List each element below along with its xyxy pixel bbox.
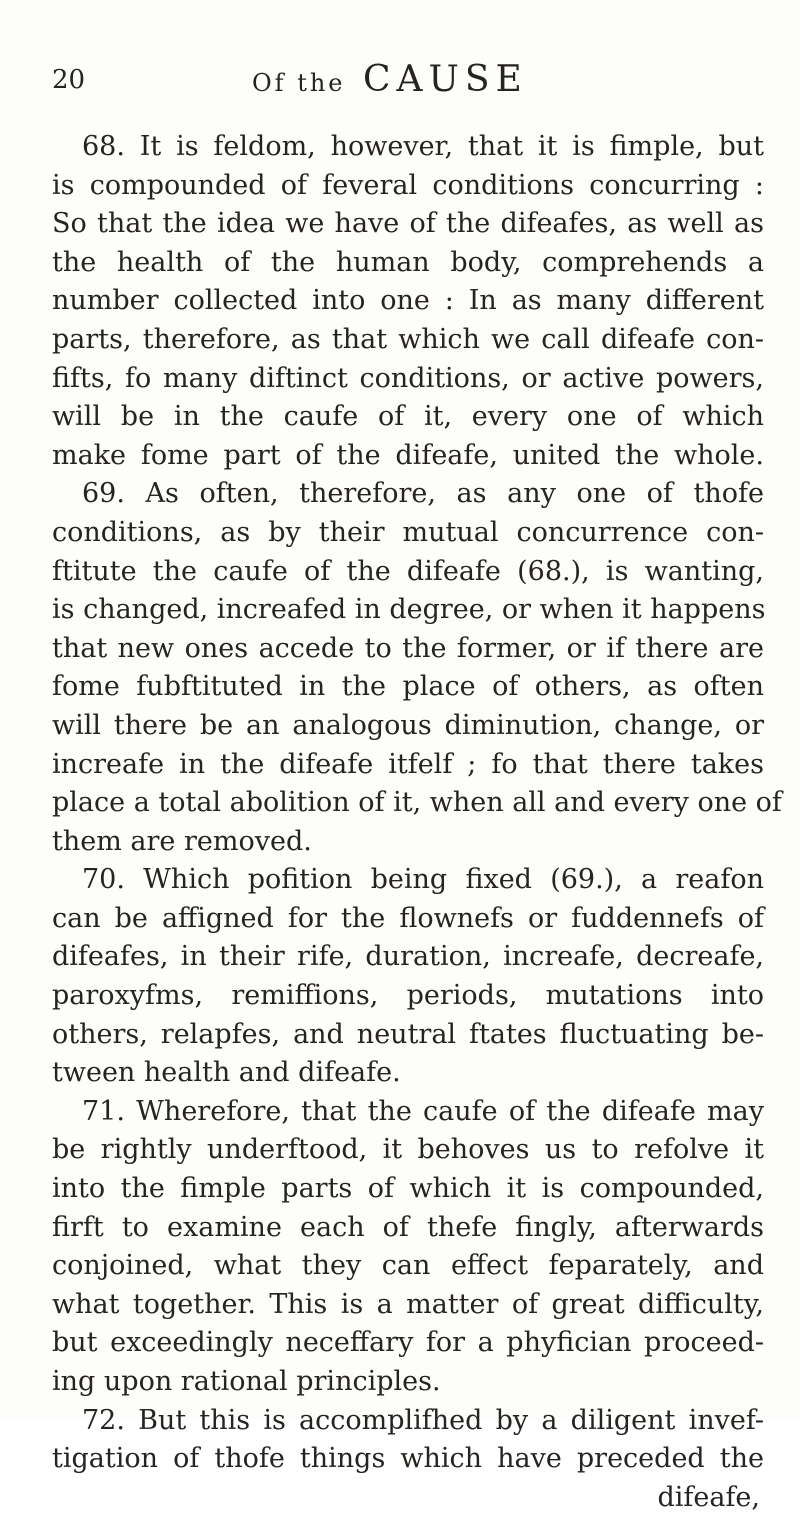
text-line: 70. Which pofition being fixed (69.), a reafon: [82, 864, 764, 896]
catchword-text: difeafe,: [657, 1481, 760, 1513]
text-line: paroxyfms, remiffions, periods, mutations into: [52, 980, 764, 1012]
text-line: make fome part of the difeafe, united the whole.: [52, 439, 764, 471]
text-line: 69. As often, therefore, as any one of thofe: [82, 478, 764, 510]
catchword: [52, 1479, 764, 1517]
text-line: tween health and difeafe.: [52, 1057, 401, 1089]
text-line: what together. This is a matter of great difficulty,: [52, 1288, 764, 1320]
text-line: is compounded of feveral conditions concurring :: [52, 169, 764, 201]
text-line: that new ones accede to the former, or if there are: [52, 632, 764, 664]
text-line: 72. But this is accomplifhed by a diligent invef-: [82, 1404, 764, 1436]
text-line: fome fubftituted in the place of others, as often: [52, 671, 764, 703]
text-line: into the fimple parts of which it is compounded,: [52, 1173, 764, 1205]
body-text: [52, 128, 782, 1517]
text-line: ftitute the caufe of the difeafe (68.), is wanting,: [52, 555, 764, 587]
running-title-main: CAUSE: [362, 59, 528, 100]
text-line: 71. Wherefore, that the caufe of the difeafe may: [82, 1095, 764, 1127]
text-line: them are removed.: [52, 825, 312, 857]
text-line: 68. It is feldom, however, that it is fimple, but: [82, 131, 764, 162]
text-line: conjoined, what they can effect feparately, and: [52, 1250, 764, 1282]
text-line: increafe in the difeafe itfelf ; fo that there takes: [52, 748, 764, 780]
text-line: will there be an analogous diminution, change, or: [52, 709, 764, 741]
text-line: difeafes, in their rife, duration, increafe, decreafe,: [52, 941, 764, 973]
text-line: can be affigned for the flownefs or fuddennefs of: [52, 902, 764, 934]
text-line: number collected into one : In as many different: [52, 285, 764, 317]
text-line: others, relapfes, and neutral ftates fluctuating be-: [52, 1018, 764, 1050]
text-line: but exceedingly neceffary for a phyfician proceed-: [52, 1327, 764, 1359]
text-line: conditions, as by their mutual concurrence con-: [52, 516, 764, 548]
text-line: parts, therefore, as that which we call difeafe con-: [52, 323, 764, 355]
running-title: [252, 60, 528, 103]
text-line: will be in the caufe of it, every one of which: [52, 401, 764, 433]
text-line: tigation of thofe things which have preceded the: [52, 1443, 764, 1475]
text-line: the health of the human body, comprehends a: [52, 246, 764, 278]
text-line: place a total abolition of it, when all and every one of: [52, 787, 782, 819]
text-line: ing upon rational principles.: [52, 1366, 441, 1397]
running-head: [52, 60, 752, 104]
text-line: firft to examine each of thefe fingly, afterwards: [52, 1211, 764, 1243]
text-line: be rightly underftood, it behoves us to refolve it: [52, 1134, 764, 1166]
page-number: 20: [52, 65, 86, 95]
running-title-prefix: Of the: [252, 69, 346, 97]
text-line: fifts, fo many diftinct conditions, or active powers,: [52, 362, 764, 394]
text-line: is changed, increafed in degree, or when it happens: [52, 594, 766, 626]
text-line: So that the idea we have of the difeafes, as well as: [52, 208, 764, 240]
